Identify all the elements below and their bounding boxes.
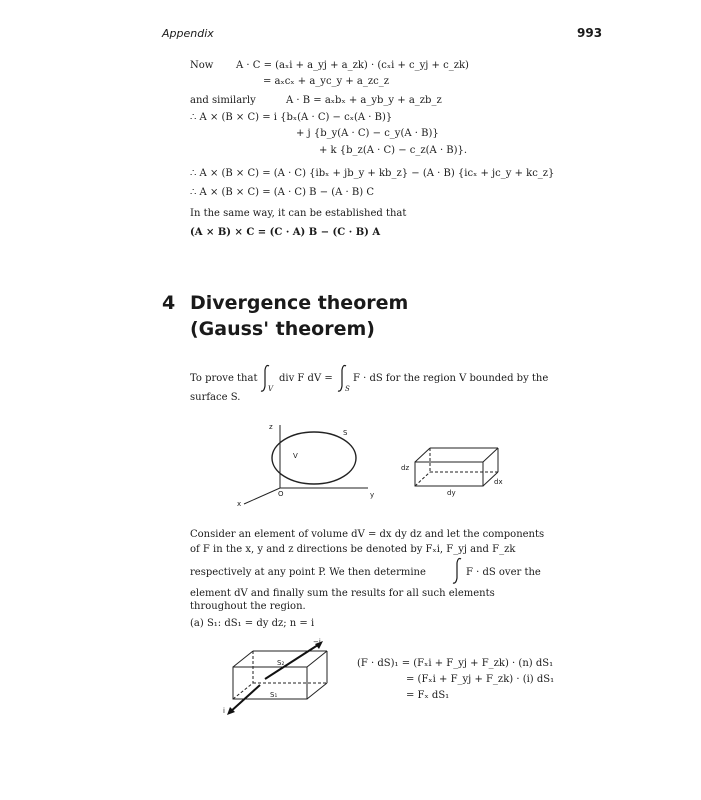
equation-7: ∴ A × (B × C) = (A · C) {ibₓ + jb_y + kb_z} − (A · B) {icₓ + jc_y + kc_z} xyxy=(190,168,555,179)
deriv-label-similarly: and similarly xyxy=(190,95,256,106)
para-line4: element dV and finally sum the results for all such elements xyxy=(190,588,495,599)
prove-lead: To prove that xyxy=(190,373,258,384)
prove-integrand-right: F · dS for the region V bounded by the xyxy=(353,373,549,384)
fig2-label-i: i xyxy=(223,707,225,715)
equation-10: (A × B) × C = (C · A) B − (C · B) A xyxy=(190,227,381,238)
para-line3a: respectively at any point P. We then determine xyxy=(190,567,426,578)
equation-6: + k {b_z(A · C) − c_z(A · B)}. xyxy=(319,145,468,156)
equation-3: A · B = aₓbₓ + a_yb_y + a_zb_z xyxy=(286,95,442,106)
equation-1: A · C = (aₓi + a_yj + a_zk) · (cₓi + c_yj + c_zk) xyxy=(236,60,469,71)
fig1-label-o: O xyxy=(278,490,284,498)
para-line1: Consider an element of volume dV = dx dy dz and let the components xyxy=(190,529,545,540)
integral-sign-surface xyxy=(452,557,464,585)
para-line3b: F · dS over the xyxy=(466,567,541,578)
result-line2: = (Fₓi + F_yj + F_zk) · (i) dS₁ xyxy=(406,674,555,685)
figure-box-normals xyxy=(215,635,345,720)
case-a: (a) S₁: dS₁ = dy dz; n = i xyxy=(190,618,315,629)
text-same-way: In the same way, it can be established that xyxy=(190,208,407,219)
fig2-label-s2: S₂ xyxy=(277,659,285,667)
equation-4: ∴ A × (B × C) = i {bₓ(A · C) − cₓ(A · B)} xyxy=(190,112,393,123)
fig1-label-z: z xyxy=(269,423,273,431)
prove-integrand-left: div F dV = xyxy=(279,373,333,384)
fig1-label-y: y xyxy=(370,491,375,499)
running-header: Appendix xyxy=(162,27,214,40)
page-number: 993 xyxy=(577,26,603,40)
integral-sub-s: S xyxy=(345,385,350,393)
equation-8: ∴ A × (B × C) = (A · C) B − (A · B) C xyxy=(190,187,374,198)
fig1-label-dz: dz xyxy=(401,464,410,472)
fig1-label-dy: dy xyxy=(447,489,456,497)
equation-5: + j {b_y(A · C) − c_y(A · B)} xyxy=(296,128,439,139)
figure-region-and-element xyxy=(230,420,520,515)
section-title-line1: Divergence theorem xyxy=(190,292,409,314)
fig1-label-x: x xyxy=(237,500,242,508)
fig2-label-neg-i: −i xyxy=(313,638,321,646)
fig1-label-dx: dx xyxy=(494,478,503,486)
prove-line2: surface S. xyxy=(190,392,241,403)
result-line1: (F · dS)₁ = (Fₓi + F_yj + F_zk) · (n) dS₁ xyxy=(357,658,554,669)
result-line3: = Fₓ dS₁ xyxy=(406,690,450,701)
section-number: 4 xyxy=(162,292,176,314)
integral-sub-v: V xyxy=(268,385,274,393)
section-title-line2: (Gauss' theorem) xyxy=(190,318,375,340)
deriv-label-now: Now xyxy=(190,60,214,71)
fig2-label-s1: S₁ xyxy=(270,691,278,699)
para-line5: throughout the region. xyxy=(190,601,306,612)
fig1-label-v: V xyxy=(293,452,298,460)
equation-2: = aₓcₓ + a_yc_y + a_zc_z xyxy=(263,76,390,87)
para-line2: of F in the x, y and z directions be denoted by Fₓi, F_yj and F_zk xyxy=(190,544,516,555)
fig1-label-s: S xyxy=(343,429,348,437)
